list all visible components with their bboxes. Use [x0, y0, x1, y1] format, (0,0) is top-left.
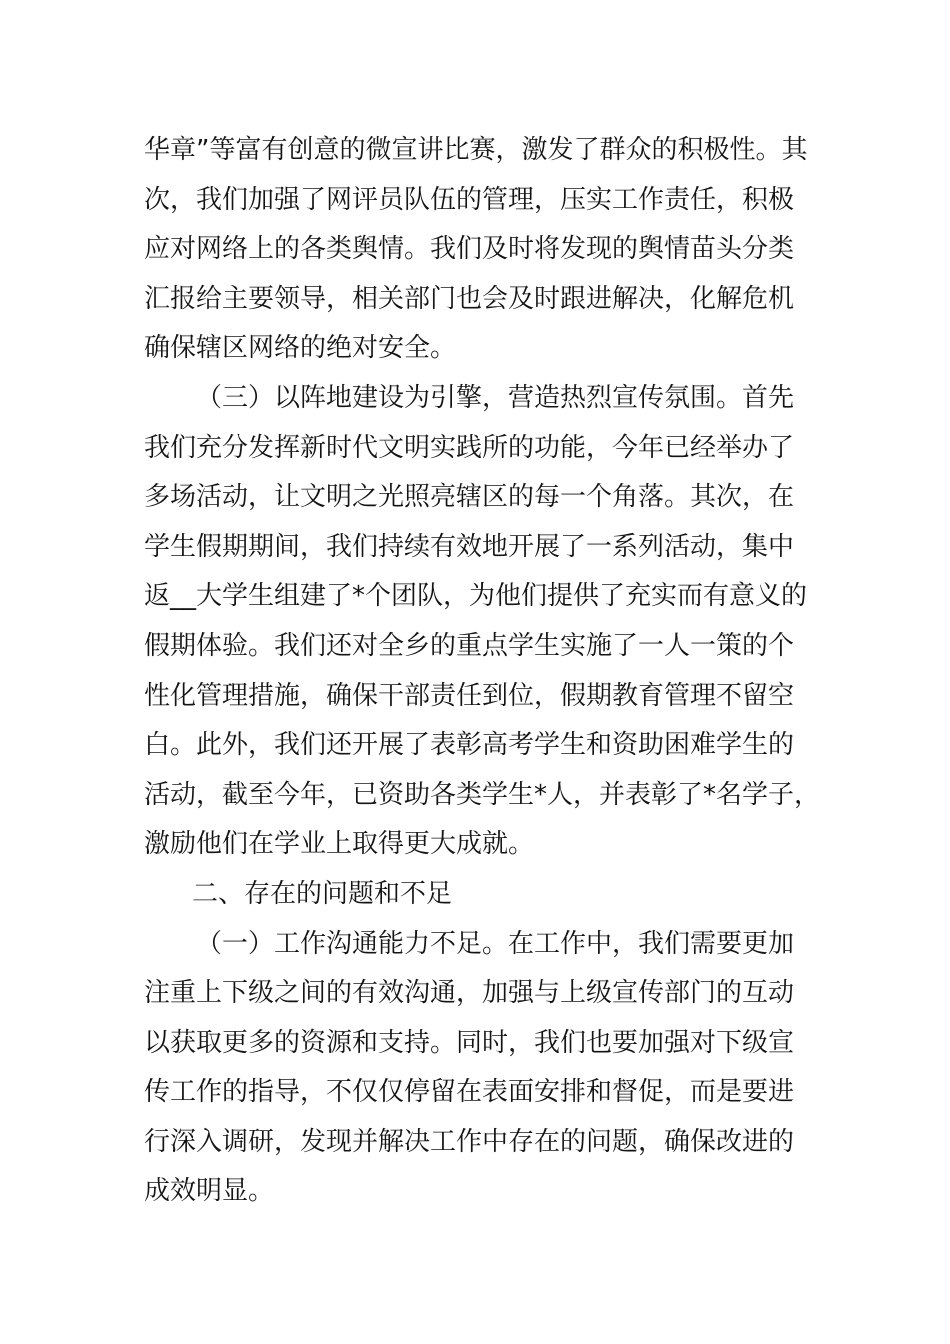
document-body — [144, 126, 844, 1217]
section-heading-3: （三）以阵地建设为引擎，营造热烈宣传氛围。首先 — [196, 382, 795, 413]
text-line: 假期体验。我们还对全乡的重点学生实施了一人一策的个 — [144, 630, 795, 661]
text-line: 多场活动，让文明之光照亮辖区的每一个角落。其次，在 — [144, 482, 795, 513]
section-heading-2: 二、存在的问题和不足 — [192, 878, 453, 909]
text-line: 华章”等富有创意的微宣讲比赛，激发了群众的积极性。其 — [144, 135, 808, 165]
text-line: 性化管理措施，确保干部责任到位，假期教育管理不留空 — [144, 680, 795, 711]
text-line: 返__大学生组建了*个团队，为他们提供了充实而有意义的 — [144, 581, 808, 612]
text-line: 成效明显。 — [144, 1176, 275, 1207]
text-line: 注重上下级之间的有效沟通，加强与上级宣传部门的互动 — [144, 978, 795, 1009]
text-line: 汇报给主要领导，相关部门也会及时跟进解决，化解危机 — [144, 283, 795, 314]
text-line: 活动，截至今年，已资助各类学生*人，并表彰了*名学子， — [144, 779, 821, 810]
subsection-heading-1: （一）工作沟通能力不足。在工作中，我们需要更加 — [196, 928, 795, 959]
text-line: 激励他们在学业上取得更大成就。 — [144, 829, 535, 860]
text-line: 次，我们加强了网评员队伍的管理，压实工作责任，积极 — [144, 184, 795, 215]
text-line: 行深入调研，发现并解决工作中存在的问题，确保改进的 — [144, 1126, 795, 1157]
text-line: 我们充分发挥新时代文明实践所的功能，今年已经举办了 — [144, 432, 795, 463]
text-line: 学生假期期间，我们持续有效地开展了一系列活动，集中 — [144, 531, 795, 562]
text-line: 传工作的指导，不仅仅停留在表面安排和督促，而是要进 — [144, 1077, 795, 1108]
text-line: 应对网络上的各类舆情。我们及时将发现的舆情苗头分类 — [144, 234, 795, 265]
text-line: 以获取更多的资源和支持。同时，我们也要加强对下级宣 — [144, 1027, 795, 1058]
text-line: 白。此外，我们还开展了表彰高考学生和资助困难学生的 — [144, 730, 795, 761]
text-line: 确保辖区网络的绝对安全。 — [144, 333, 457, 364]
